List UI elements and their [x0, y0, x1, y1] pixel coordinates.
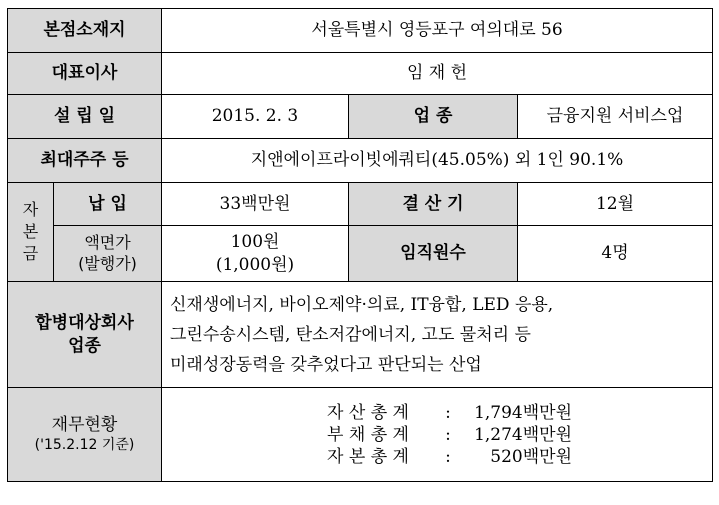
capital-label-char-3: 금	[22, 244, 39, 263]
row-ceo	[8, 53, 713, 95]
row-finance	[8, 388, 713, 482]
par-label	[54, 226, 162, 282]
capital-label-char-2: 본	[22, 222, 39, 241]
merger-line-2: 그린수송시스템, 탄소저감에너지, 고도 물처리 등	[170, 324, 531, 345]
par-value-line-1: 100원	[230, 232, 280, 253]
row-capital-paid	[8, 183, 713, 226]
merger-line-1: 신재생에너지, 바이오제약·의료, IT융합, LED 응용,	[170, 294, 554, 315]
finance-item-sep: :	[445, 402, 451, 423]
finance-item-value: 1,794백만원	[474, 402, 572, 423]
finance-label-title: 재무현황	[51, 415, 118, 436]
par-value-line-2: (1,000원)	[215, 254, 295, 275]
finance-item-sep: :	[445, 424, 451, 445]
merger-label	[8, 282, 162, 388]
paid-label: 납 입	[54, 183, 162, 226]
par-label-line-1: 액면가	[84, 232, 131, 252]
merger-label-line-2: 업종	[68, 335, 101, 356]
par-label-line-2: (발행가)	[78, 253, 137, 273]
capital-label-char-1: 자	[22, 200, 39, 219]
capital-label	[8, 183, 54, 282]
founded-value: 2015. 2. 3	[162, 95, 349, 139]
finance-label	[8, 388, 162, 482]
paid-value: 33백만원	[162, 183, 349, 226]
row-shareholder	[8, 139, 713, 183]
industry-value: 금융지원 서비스업	[518, 95, 713, 139]
row-capital-par	[8, 226, 713, 282]
fiscal-value: 12월	[518, 183, 713, 226]
finance-item-value: 520백만원	[490, 446, 572, 467]
merger-label-line-1: 합병대상회사	[35, 313, 134, 334]
finance-label-date: ('15.2.12 기준)	[34, 437, 135, 454]
merger-value	[162, 282, 713, 388]
finance-item-label: 자 본 총 계	[327, 446, 409, 467]
shareholder-value: 지앤에이프라이빗에쿼티(45.05%) 외 1인 90.1%	[162, 139, 713, 183]
company-info-table-wrapper	[7, 8, 713, 482]
finance-item-value: 1,274백만원	[474, 424, 572, 445]
company-info-table	[7, 8, 713, 482]
row-founded	[8, 95, 713, 139]
hq-value: 서울특별시 영등포구 여의대로 56	[162, 9, 713, 53]
employees-label: 임직원수	[349, 226, 518, 282]
row-merger	[8, 282, 713, 388]
row-hq	[8, 9, 713, 53]
finance-item-label: 자 산 총 계	[327, 402, 409, 423]
ceo-label: 대표이사	[8, 53, 162, 95]
finance-items	[162, 402, 712, 468]
industry-label: 업 종	[349, 95, 518, 139]
hq-label: 본점소재지	[8, 9, 162, 53]
shareholder-label: 최대주주 등	[8, 139, 162, 183]
founded-label: 설 립 일	[8, 95, 162, 139]
finance-value	[162, 388, 713, 482]
employees-value: 4명	[518, 226, 713, 282]
merger-line-3: 미래성장동력을 갖추었다고 판단되는 산업	[170, 354, 482, 375]
finance-item-label: 부 채 총 계	[327, 424, 409, 445]
par-value	[162, 226, 349, 282]
ceo-value: 임 재 헌	[162, 53, 713, 95]
finance-item-sep: :	[445, 446, 451, 467]
fiscal-label: 결 산 기	[349, 183, 518, 226]
